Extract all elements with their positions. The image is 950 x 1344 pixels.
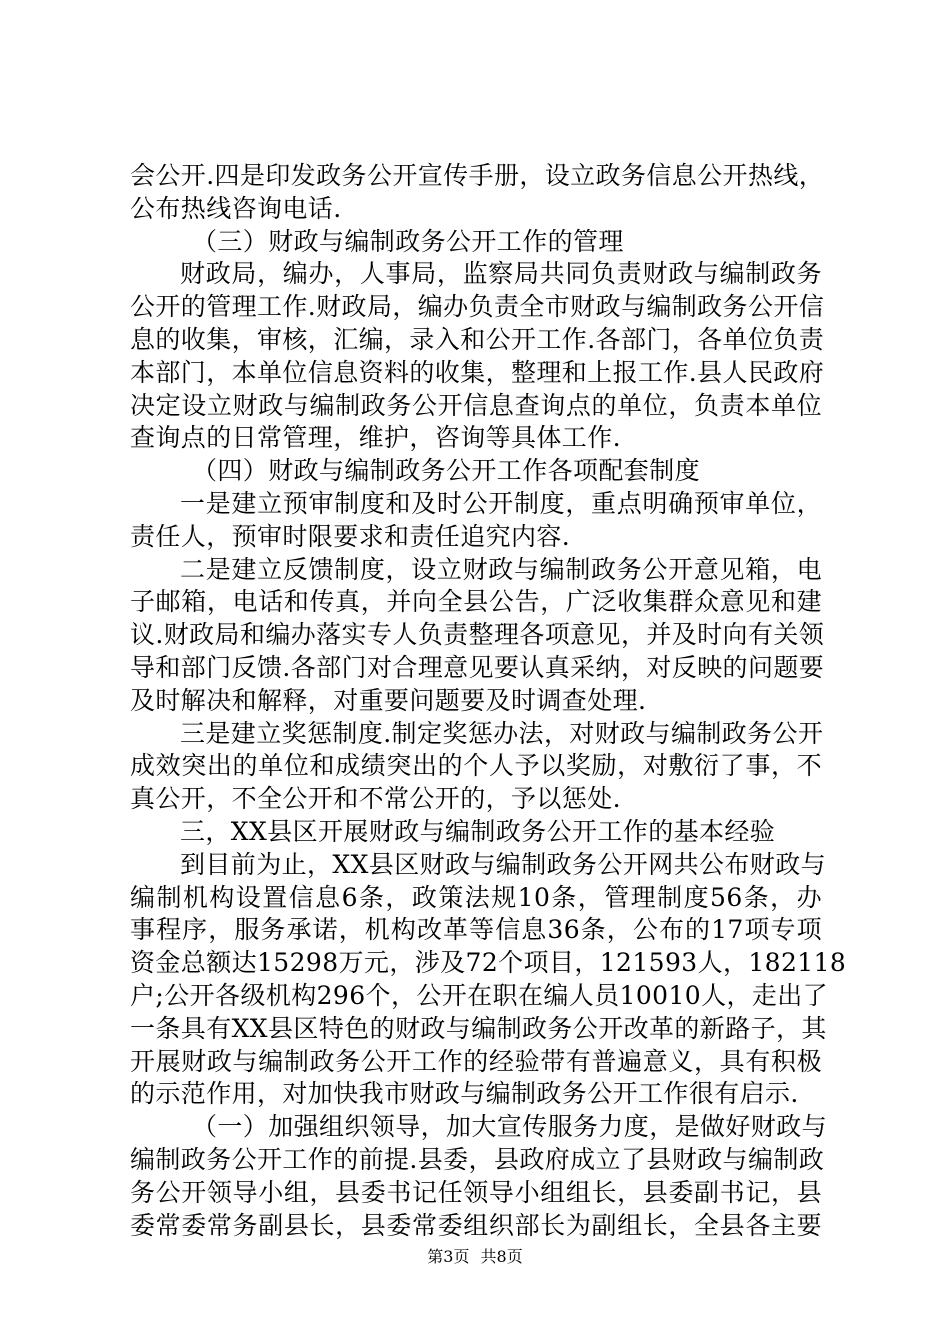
text-line: 户;公开各级机构296个，公开在职在编人员10010人，走出了 xyxy=(130,980,829,1010)
text-line: 息的收集，审核，汇编，录入和公开工作.各部门，各单位负责 xyxy=(130,324,825,354)
text-line: 财政局，编办，人事局，监察局共同负责财政与编制政务 xyxy=(180,259,822,289)
text-line: 三是建立奖惩制度.制定奖惩办法，对财政与编制政务公开 xyxy=(180,718,824,748)
text-line: 议.财政局和编办落实专人负责整理各项意见，并及时向有关领 xyxy=(130,620,825,650)
text-line: 及时解决和解释，对重要问题要及时调查处理. xyxy=(130,685,647,715)
text-line: 的示范作用，对加快我市财政与编制政务公开工作很有启示. xyxy=(130,1079,799,1109)
text-line: 编制机构设置信息6条，政策法规10条，管理制度56条，办 xyxy=(130,882,822,912)
text-line: 会公开.四是印发政务公开宣传手册，设立政务信息公开热线， xyxy=(130,161,825,190)
text-line: 编制政务公开工作的前提.县委，县政府成立了县财政与编制政 xyxy=(130,1144,825,1174)
page-footer xyxy=(0,1247,950,1267)
text-line: 三，XX县区开展财政与编制政务公开工作的基本经验 xyxy=(180,816,776,846)
text-line: 公开的管理工作.财政局，编办负责全市财政与编制政务公开信 xyxy=(130,292,825,322)
page-number: 第3页 xyxy=(427,1247,470,1266)
text-line: 委常委常务副县长，县委常委组织部长为副组长，全县各主要 xyxy=(130,1210,822,1240)
page-total: 共8页 xyxy=(480,1247,523,1266)
text-line: 资金总额达15298万元，涉及72个项目，121593人，182118 xyxy=(130,948,847,978)
text-line: 务公开领导小组，县委书记任领导小组组长，县委副书记，县 xyxy=(130,1177,822,1207)
text-line: 成效突出的单位和成绩突出的个人予以奖励，对敷衍了事，不 xyxy=(130,751,822,781)
text-line: （四）财政与编制政务公开工作各项配套制度 xyxy=(192,456,701,486)
text-line: （一）加强组织领导，加大宣传服务力度，是做好财政与 xyxy=(192,1112,828,1142)
text-line: 到目前为止，XX县区财政与编制政务公开网共公布财政与 xyxy=(180,849,826,879)
text-line: 决定设立财政与编制政务公开信息查询点的单位，负责本单位 xyxy=(130,390,822,420)
text-line: 责任人，预审时限要求和责任追究内容. xyxy=(130,521,571,551)
document-body xyxy=(130,160,847,1242)
text-line: 一是建立预审制度和及时公开制度，重点明确预审单位， xyxy=(180,488,822,518)
text-line: （三）财政与编制政务公开工作的管理 xyxy=(192,226,624,256)
text-line: 真公开，不全公开和不常公开的，予以惩处. xyxy=(130,784,621,814)
text-line: 二是建立反馈制度，设立财政与编制政务公开意见箱，电 xyxy=(180,554,822,584)
text-line: 事程序，服务承诺，机构改革等信息36条，公布的17项专项 xyxy=(130,915,822,945)
text-line: 本部门，本单位信息资料的收集，整理和上报工作.县人民政府 xyxy=(130,357,825,387)
text-line: 一条具有XX县区特色的财政与编制政务公开改革的新路子，其 xyxy=(130,1013,827,1043)
text-line: 查询点的日常管理，维护，咨询等具体工作. xyxy=(130,423,621,453)
text-line: 导和部门反馈.各部门对合理意见要认真采纳，对反映的问题要 xyxy=(130,652,825,682)
text-line: 公布热线咨询电话. xyxy=(130,193,342,223)
text-line: 子邮箱，电话和传真，并向全县公告，广泛收集群众意见和建 xyxy=(130,587,822,617)
text-line: 开展财政与编制政务公开工作的经验带有普遍意义，具有积极 xyxy=(130,1046,822,1076)
